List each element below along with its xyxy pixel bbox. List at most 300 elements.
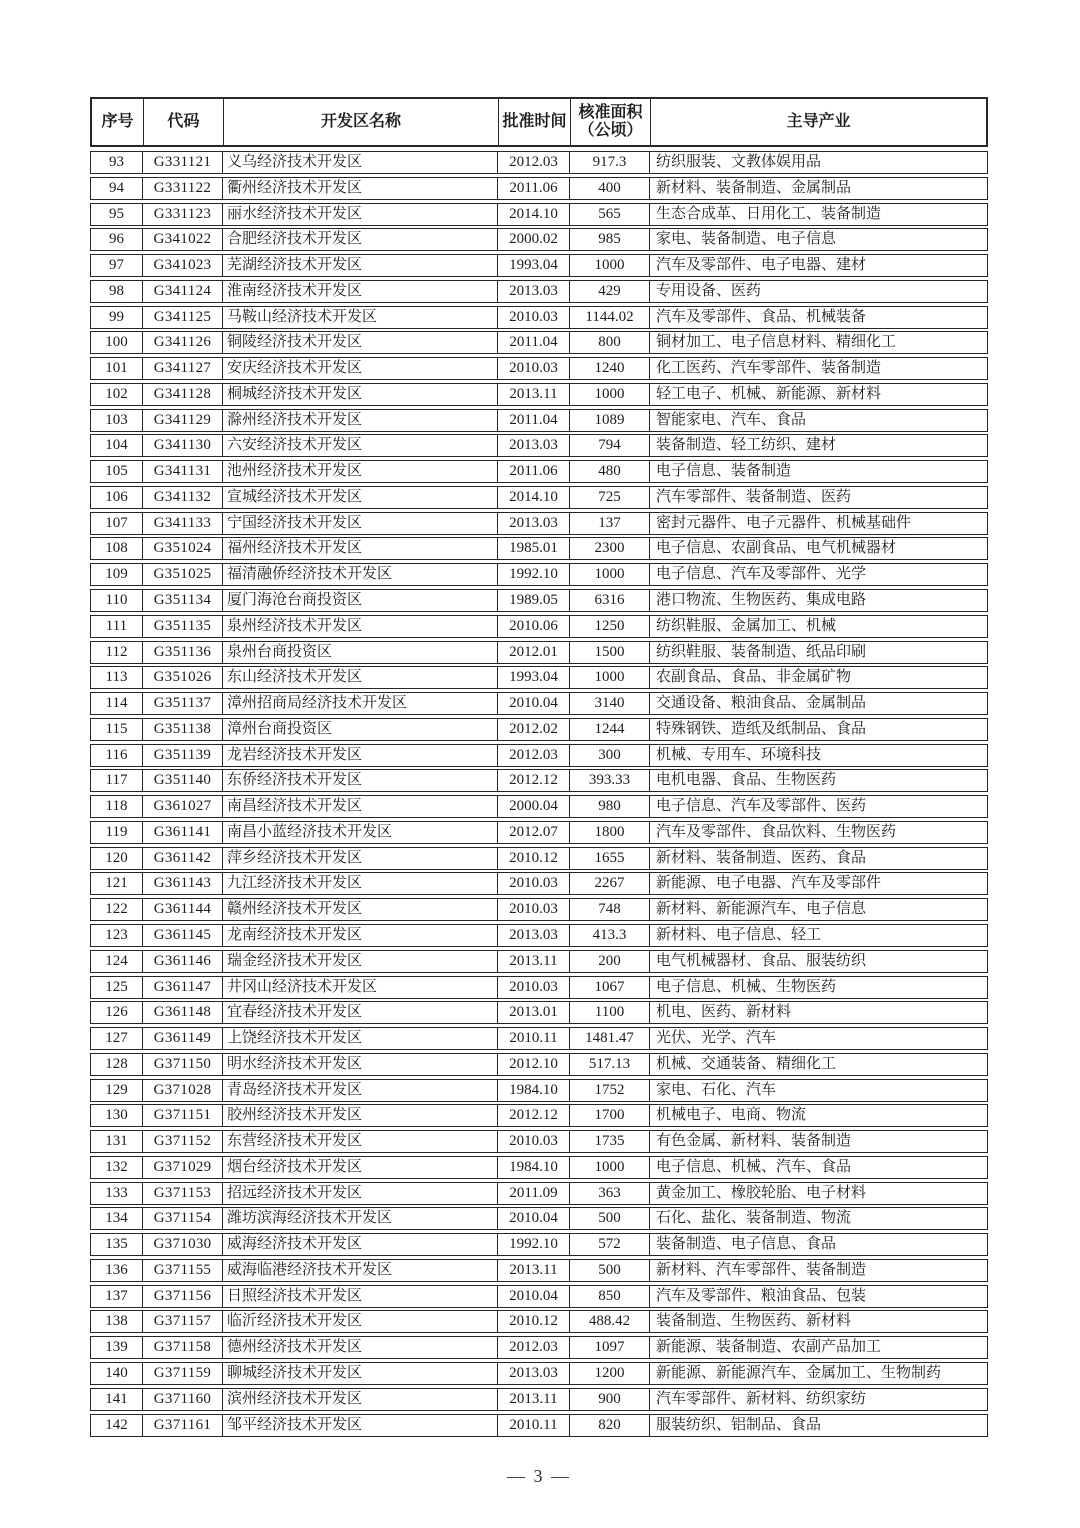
cell-index: 118 [91, 796, 143, 817]
cell-code: G341124 [143, 281, 223, 302]
cell-leading-industries: 纺织鞋服、金属加工、机械 [656, 617, 837, 634]
cell-leading-industries: 智能家电、汽车、食品 [656, 411, 807, 428]
col-header-leading-industries: 主导产业 [786, 112, 851, 130]
cell-zone-name: 桐城经济技术开发区 [223, 384, 498, 405]
cell-approved-area: 1500 [570, 642, 650, 663]
cell-leading-industries: 汽车及零部件、食品饮料、生物医药 [656, 823, 897, 840]
cell-approval-date: 2010.03 [498, 977, 570, 998]
cell-approved-area: 820 [570, 1415, 650, 1436]
cell-zone-name: 漳州招商局经济技术开发区 [223, 693, 498, 714]
cell-code: G351139 [143, 745, 223, 766]
cell-approved-area: 1000 [570, 1157, 650, 1178]
cell-approved-area: 917.3 [570, 152, 650, 173]
cell-approved-area: 850 [570, 1286, 650, 1307]
cell-approved-area: 565 [570, 204, 650, 225]
cell-approved-area: 413.3 [570, 925, 650, 946]
cell-leading-industries: 电子信息、机械、汽车、食品 [656, 1158, 852, 1175]
cell-approved-area: 1144.02 [570, 307, 650, 328]
cell-zone-name: 东山经济技术开发区 [223, 667, 498, 688]
cell-approval-date: 2000.04 [498, 796, 570, 817]
cell-approved-area: 1067 [570, 977, 650, 998]
cell-code: G361143 [143, 873, 223, 894]
cell-code: G341128 [143, 384, 223, 405]
cell-leading-industries: 港口物流、生物医药、集成电路 [656, 592, 867, 609]
table-row [90, 924, 988, 947]
cell-index: 133 [91, 1183, 143, 1204]
table-row [90, 589, 988, 612]
cell-zone-name: 东侨经济技术开发区 [223, 770, 498, 791]
cell-zone-name: 龙岩经济技术开发区 [223, 745, 498, 766]
cell-approved-area: 6316 [570, 590, 650, 611]
cell-code: G371154 [143, 1208, 223, 1229]
cell-approval-date: 2011.06 [498, 178, 570, 199]
cell-approved-area: 572 [570, 1234, 650, 1255]
cell-approved-area: 1481.47 [570, 1028, 650, 1049]
cell-code: G351134 [143, 590, 223, 611]
cell-approved-area: 1000 [570, 667, 650, 688]
cell-code: G351138 [143, 719, 223, 740]
cell-zone-name: 威海临港经济技术开发区 [223, 1260, 498, 1281]
cell-index: 98 [91, 281, 143, 302]
cell-approved-area: 2267 [570, 873, 650, 894]
cell-approved-area: 1700 [570, 1105, 650, 1126]
cell-approval-date: 1984.10 [498, 1157, 570, 1178]
cell-approval-date: 1993.04 [498, 255, 570, 276]
cell-approval-date: 2012.02 [498, 719, 570, 740]
cell-approved-area: 2300 [570, 538, 650, 559]
cell-approval-date: 1992.10 [498, 1234, 570, 1255]
table-row [90, 1079, 988, 1102]
table-row [90, 641, 988, 664]
cell-approval-date: 2013.01 [498, 1002, 570, 1023]
cell-approval-date: 2010.06 [498, 616, 570, 637]
cell-approved-area: 794 [570, 435, 650, 456]
cell-leading-industries: 装备制造、生物医药、新材料 [656, 1313, 852, 1330]
cell-index: 115 [91, 719, 143, 740]
cell-index: 140 [91, 1363, 143, 1384]
cell-approval-date: 2010.03 [498, 358, 570, 379]
cell-approval-date: 2013.11 [498, 1389, 570, 1410]
cell-approval-date: 2013.11 [498, 384, 570, 405]
col-header-approved-area-line2: （公顷） [578, 122, 643, 139]
cell-index: 96 [91, 229, 143, 250]
table-row [90, 666, 988, 689]
cell-approved-area: 300 [570, 745, 650, 766]
cell-code: G371161 [143, 1415, 223, 1436]
cell-leading-industries: 纺织鞋服、装备制造、纸品印刷 [656, 643, 867, 660]
cell-approved-area: 1735 [570, 1131, 650, 1152]
table-row [90, 1027, 988, 1050]
cell-leading-industries: 新能源、电子电器、汽车及零部件 [656, 875, 882, 892]
table-row [90, 1414, 988, 1437]
table-row [90, 847, 988, 870]
cell-leading-industries: 新能源、新能源汽车、金属加工、生物制药 [656, 1364, 942, 1381]
table-row [90, 1233, 988, 1256]
cell-index: 94 [91, 178, 143, 199]
cell-code: G351024 [143, 538, 223, 559]
cell-zone-name: 烟台经济技术开发区 [223, 1157, 498, 1178]
table-row [90, 1001, 988, 1024]
cell-approval-date: 2012.10 [498, 1054, 570, 1075]
cell-approval-date: 1985.01 [498, 538, 570, 559]
cell-index: 111 [91, 616, 143, 637]
cell-approval-date: 2010.04 [498, 1286, 570, 1307]
cell-zone-name: 泉州经济技术开发区 [223, 616, 498, 637]
cell-index: 114 [91, 693, 143, 714]
cell-approved-area: 488.42 [570, 1311, 650, 1332]
cell-zone-name: 福清融侨经济技术开发区 [223, 564, 498, 585]
cell-code: G371157 [143, 1311, 223, 1332]
cell-code: G341131 [143, 461, 223, 482]
cell-index: 110 [91, 590, 143, 611]
table-row [90, 537, 988, 560]
cell-index: 99 [91, 307, 143, 328]
cell-index: 95 [91, 204, 143, 225]
cell-approved-area: 429 [570, 281, 650, 302]
cell-index: 117 [91, 770, 143, 791]
cell-approval-date: 2010.11 [498, 1028, 570, 1049]
cell-approved-area: 1752 [570, 1080, 650, 1101]
cell-code: G351135 [143, 616, 223, 637]
cell-leading-industries: 汽车及零部件、电子电器、建材 [656, 257, 867, 274]
table-row [90, 1310, 988, 1333]
cell-leading-industries: 机械、交通装备、精细化工 [656, 1055, 837, 1072]
cell-approval-date: 2012.12 [498, 770, 570, 791]
cell-approved-area: 900 [570, 1389, 650, 1410]
table-row [90, 872, 988, 895]
cell-leading-industries: 汽车零部件、新材料、纺织家纺 [656, 1390, 867, 1407]
table-row [90, 795, 988, 818]
cell-zone-name: 上饶经济技术开发区 [223, 1028, 498, 1049]
cell-approval-date: 2013.03 [498, 513, 570, 534]
cell-code: G371030 [143, 1234, 223, 1255]
cell-code: G341133 [143, 513, 223, 534]
cell-code: G371150 [143, 1054, 223, 1075]
cell-code: G341130 [143, 435, 223, 456]
cell-approval-date: 2014.10 [498, 204, 570, 225]
table-row [90, 434, 988, 457]
cell-code: G361141 [143, 822, 223, 843]
cell-approved-area: 500 [570, 1260, 650, 1281]
cell-approval-date: 2010.03 [498, 1131, 570, 1152]
cell-approved-area: 400 [570, 178, 650, 199]
cell-approval-date: 2010.11 [498, 1415, 570, 1436]
cell-zone-name: 德州经济技术开发区 [223, 1337, 498, 1358]
cell-code: G361149 [143, 1028, 223, 1049]
cell-leading-industries: 电机电器、食品、生物医药 [656, 772, 837, 789]
cell-index: 119 [91, 822, 143, 843]
cell-index: 113 [91, 667, 143, 688]
table-row [90, 228, 988, 251]
cell-zone-name: 青岛经济技术开发区 [223, 1080, 498, 1101]
cell-index: 120 [91, 848, 143, 869]
table-row [90, 976, 988, 999]
cell-zone-name: 瑞金经济技术开发区 [223, 951, 498, 972]
cell-index: 123 [91, 925, 143, 946]
cell-leading-industries: 装备制造、轻工纺织、建材 [656, 437, 837, 454]
cell-approval-date: 2010.12 [498, 1311, 570, 1332]
cell-approval-date: 2012.07 [498, 822, 570, 843]
cell-approval-date: 2013.11 [498, 951, 570, 972]
cell-index: 125 [91, 977, 143, 998]
cell-approval-date: 2013.11 [498, 1260, 570, 1281]
cell-code: G361142 [143, 848, 223, 869]
cell-code: G331123 [143, 204, 223, 225]
table-row [90, 615, 988, 638]
cell-zone-name: 合肥经济技术开发区 [223, 229, 498, 250]
cell-approved-area: 985 [570, 229, 650, 250]
cell-index: 129 [91, 1080, 143, 1101]
cell-zone-name: 赣州经济技术开发区 [223, 899, 498, 920]
cell-leading-industries: 电子信息、装备制造 [656, 463, 792, 480]
table-row [90, 1362, 988, 1385]
cell-index: 101 [91, 358, 143, 379]
table-row [90, 950, 988, 973]
cell-code: G361027 [143, 796, 223, 817]
cell-code: G341129 [143, 410, 223, 431]
cell-zone-name: 泉州台商投资区 [223, 642, 498, 663]
cell-leading-industries: 新材料、装备制造、金属制品 [656, 179, 852, 196]
cell-approved-area: 1250 [570, 616, 650, 637]
cell-approval-date: 2012.12 [498, 1105, 570, 1126]
cell-index: 136 [91, 1260, 143, 1281]
cell-approval-date: 1992.10 [498, 564, 570, 585]
cell-approved-area: 517.13 [570, 1054, 650, 1075]
cell-approval-date: 2011.09 [498, 1183, 570, 1204]
cell-zone-name: 淮南经济技术开发区 [223, 281, 498, 302]
cell-index: 124 [91, 951, 143, 972]
cell-code: G341125 [143, 307, 223, 328]
cell-leading-industries: 有色金属、新材料、装备制造 [656, 1133, 852, 1150]
cell-code: G361147 [143, 977, 223, 998]
table-row [90, 1259, 988, 1282]
table-row [90, 744, 988, 767]
cell-index: 128 [91, 1054, 143, 1075]
cell-index: 139 [91, 1337, 143, 1358]
page-number: — 3 — [507, 1466, 571, 1486]
cell-leading-industries: 新能源、装备制造、农副产品加工 [656, 1339, 882, 1356]
cell-leading-industries: 电子信息、汽车及零部件、光学 [656, 566, 867, 583]
cell-zone-name: 滁州经济技术开发区 [223, 410, 498, 431]
cell-index: 132 [91, 1157, 143, 1178]
cell-zone-name: 威海经济技术开发区 [223, 1234, 498, 1255]
cell-leading-industries: 化工医药、汽车零部件、装备制造 [656, 360, 882, 377]
table-row [90, 254, 988, 277]
cell-approved-area: 1000 [570, 384, 650, 405]
cell-leading-industries: 专用设备、医药 [656, 282, 762, 299]
cell-approval-date: 2011.04 [498, 410, 570, 431]
table-row [90, 563, 988, 586]
cell-zone-name: 招远经济技术开发区 [223, 1183, 498, 1204]
cell-zone-name: 宁国经济技术开发区 [223, 513, 498, 534]
cell-code: G341132 [143, 487, 223, 508]
col-header-approved-area [571, 99, 651, 145]
cell-code: G341127 [143, 358, 223, 379]
cell-leading-industries: 机械、专用车、环境科技 [656, 746, 822, 763]
cell-leading-industries: 新材料、装备制造、医药、食品 [656, 849, 867, 866]
cell-index: 142 [91, 1415, 143, 1436]
cell-index: 93 [91, 152, 143, 173]
cell-zone-name: 邹平经济技术开发区 [223, 1415, 498, 1436]
cell-code: G361144 [143, 899, 223, 920]
cell-index: 100 [91, 332, 143, 353]
cell-approved-area: 1097 [570, 1337, 650, 1358]
cell-code: G341022 [143, 229, 223, 250]
table-row [90, 898, 988, 921]
cell-zone-name: 龙南经济技术开发区 [223, 925, 498, 946]
cell-index: 116 [91, 745, 143, 766]
cell-approval-date: 2010.03 [498, 307, 570, 328]
cell-leading-industries: 铜材加工、电子信息材料、精细化工 [656, 334, 897, 351]
cell-approved-area: 500 [570, 1208, 650, 1229]
cell-code: G341023 [143, 255, 223, 276]
table-row [90, 1130, 988, 1153]
cell-code: G361145 [143, 925, 223, 946]
cell-zone-name: 芜湖经济技术开发区 [223, 255, 498, 276]
cell-approved-area: 1000 [570, 255, 650, 276]
development-zones-table [90, 97, 988, 1437]
cell-leading-industries: 电气机械器材、食品、服装纺织 [656, 952, 867, 969]
cell-leading-industries: 汽车及零部件、粮油食品、包装 [656, 1287, 867, 1304]
table-header-row [90, 97, 988, 147]
cell-index: 102 [91, 384, 143, 405]
cell-leading-industries: 汽车及零部件、食品、机械装备 [656, 308, 867, 325]
cell-approval-date: 2012.03 [498, 1337, 570, 1358]
cell-zone-name: 南昌经济技术开发区 [223, 796, 498, 817]
cell-index: 121 [91, 873, 143, 894]
cell-leading-industries: 轻工电子、机械、新能源、新材料 [656, 385, 882, 402]
cell-zone-name: 六安经济技术开发区 [223, 435, 498, 456]
cell-zone-name: 临沂经济技术开发区 [223, 1311, 498, 1332]
cell-leading-industries: 特殊钢铁、造纸及纸制品、食品 [656, 720, 867, 737]
cell-leading-industries: 新材料、汽车零部件、装备制造 [656, 1261, 867, 1278]
cell-zone-name: 宣城经济技术开发区 [223, 487, 498, 508]
table-row [90, 718, 988, 741]
cell-index: 97 [91, 255, 143, 276]
cell-code: G361146 [143, 951, 223, 972]
cell-leading-industries: 新材料、电子信息、轻工 [656, 926, 822, 943]
table-row [90, 460, 988, 483]
cell-code: G351025 [143, 564, 223, 585]
cell-code: G341126 [143, 332, 223, 353]
cell-index: 108 [91, 538, 143, 559]
cell-approved-area: 1655 [570, 848, 650, 869]
table-row [90, 357, 988, 380]
table-row [90, 692, 988, 715]
cell-zone-name: 明水经济技术开发区 [223, 1054, 498, 1075]
cell-index: 127 [91, 1028, 143, 1049]
cell-leading-industries: 纺织服装、文教体娱用品 [656, 154, 822, 170]
cell-zone-name: 日照经济技术开发区 [223, 1286, 498, 1307]
cell-leading-industries: 交通设备、粮油食品、金属制品 [656, 695, 867, 712]
cell-zone-name: 九江经济技术开发区 [223, 873, 498, 894]
cell-leading-industries: 农副食品、食品、非金属矿物 [656, 669, 852, 686]
cell-index: 106 [91, 487, 143, 508]
cell-index: 107 [91, 513, 143, 534]
cell-code: G371155 [143, 1260, 223, 1281]
table-row [90, 331, 988, 354]
table-row [90, 177, 988, 200]
table-row [90, 1336, 988, 1359]
cell-leading-industries: 家电、石化、汽车 [656, 1081, 777, 1098]
cell-leading-industries: 机械电子、电商、物流 [656, 1107, 807, 1124]
table-row [90, 1104, 988, 1127]
cell-leading-industries: 密封元器件、电子元器件、机械基础件 [656, 514, 912, 531]
table-row [90, 151, 988, 174]
cell-zone-name: 安庆经济技术开发区 [223, 358, 498, 379]
table-row [90, 821, 988, 844]
cell-leading-industries: 服装纺织、铝制品、食品 [656, 1416, 822, 1433]
cell-approved-area: 800 [570, 332, 650, 353]
cell-zone-name: 潍坊滨海经济技术开发区 [223, 1208, 498, 1229]
cell-index: 130 [91, 1105, 143, 1126]
cell-index: 104 [91, 435, 143, 456]
cell-index: 131 [91, 1131, 143, 1152]
table-row [90, 383, 988, 406]
cell-index: 103 [91, 410, 143, 431]
cell-code: G331122 [143, 178, 223, 199]
cell-approval-date: 2010.04 [498, 1208, 570, 1229]
cell-zone-name: 东营经济技术开发区 [223, 1131, 498, 1152]
cell-leading-industries: 光伏、光学、汽车 [656, 1030, 777, 1047]
cell-approved-area: 980 [570, 796, 650, 817]
cell-approved-area: 480 [570, 461, 650, 482]
table-row [90, 512, 988, 535]
cell-code: G371028 [143, 1080, 223, 1101]
cell-approval-date: 2012.03 [498, 152, 570, 173]
table-row [90, 1207, 988, 1230]
table-row [90, 409, 988, 432]
cell-leading-industries: 电子信息、机械、生物医药 [656, 978, 837, 995]
cell-approval-date: 2010.04 [498, 693, 570, 714]
cell-zone-name: 池州经济技术开发区 [223, 461, 498, 482]
cell-index: 137 [91, 1286, 143, 1307]
cell-approved-area: 1089 [570, 410, 650, 431]
cell-leading-industries: 汽车零部件、装备制造、医药 [656, 488, 852, 505]
table-row [90, 280, 988, 303]
cell-code: G361148 [143, 1002, 223, 1023]
cell-approval-date: 2013.03 [498, 435, 570, 456]
cell-zone-name: 铜陵经济技术开发区 [223, 332, 498, 353]
table-row [90, 486, 988, 509]
table-row [90, 1182, 988, 1205]
cell-approval-date: 2014.10 [498, 487, 570, 508]
cell-approved-area: 1244 [570, 719, 650, 740]
cell-code: G371152 [143, 1131, 223, 1152]
cell-approved-area: 1240 [570, 358, 650, 379]
cell-approval-date: 2010.03 [498, 873, 570, 894]
cell-leading-industries: 新材料、新能源汽车、电子信息 [656, 901, 867, 918]
cell-index: 109 [91, 564, 143, 585]
cell-zone-name: 胶州经济技术开发区 [223, 1105, 498, 1126]
cell-zone-name: 井冈山经济技术开发区 [223, 977, 498, 998]
cell-zone-name: 聊城经济技术开发区 [223, 1363, 498, 1384]
cell-index: 135 [91, 1234, 143, 1255]
cell-leading-industries: 石化、盐化、装备制造、物流 [656, 1210, 852, 1227]
cell-approved-area: 748 [570, 899, 650, 920]
cell-code: G351026 [143, 667, 223, 688]
cell-zone-name: 漳州台商投资区 [223, 719, 498, 740]
cell-approved-area: 393.33 [570, 770, 650, 791]
col-header-code: 代码 [144, 99, 224, 145]
cell-code: G371153 [143, 1183, 223, 1204]
cell-code: G371159 [143, 1363, 223, 1384]
cell-approval-date: 2013.03 [498, 1363, 570, 1384]
table-row [90, 1285, 988, 1308]
cell-code: G351136 [143, 642, 223, 663]
cell-code: G371151 [143, 1105, 223, 1126]
cell-approval-date: 2010.03 [498, 899, 570, 920]
